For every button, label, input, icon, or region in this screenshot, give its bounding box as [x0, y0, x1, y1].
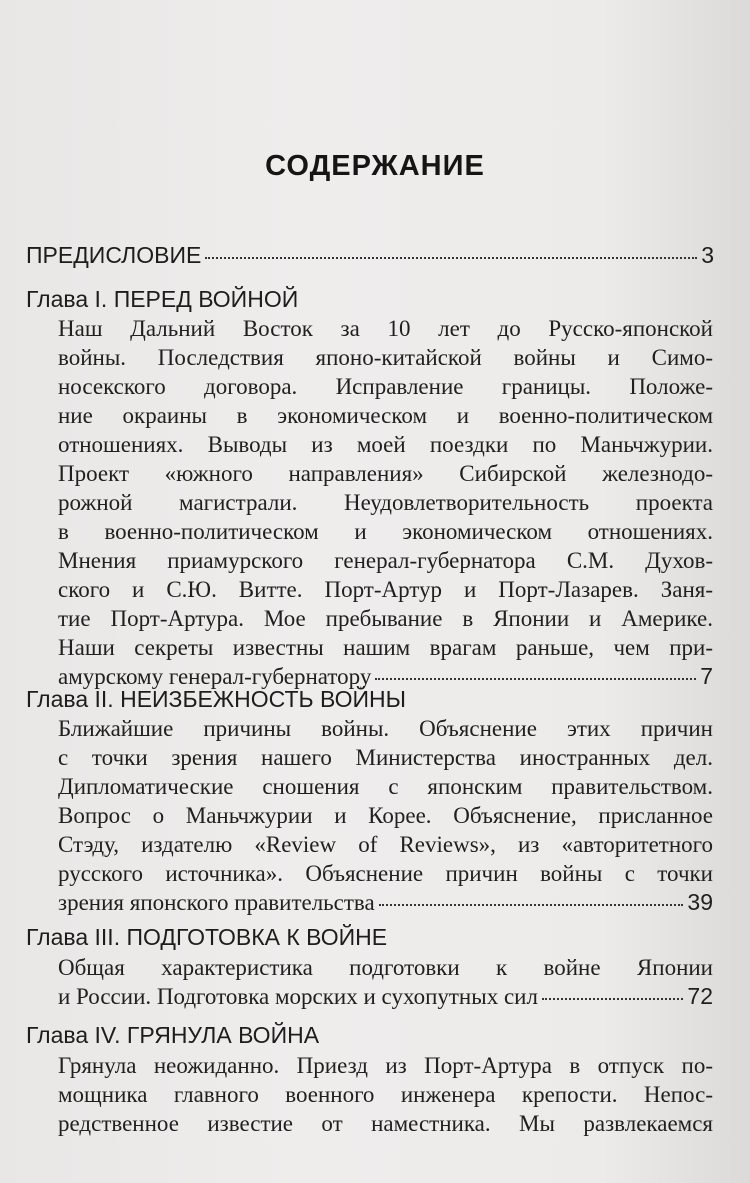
description-line: Ближайшие причины войны. Объяснение этих причин [58, 716, 713, 741]
description-line: в военно-политическом и экономическом отношениях. [58, 519, 713, 544]
chapter-description [58, 714, 713, 917]
description-line: Общая характеристика подготовки к войне Японии [58, 955, 713, 980]
chapter-title: Глава IV. ГРЯНУЛА ВОЙНА [26, 1022, 320, 1048]
description-line: и России. Подготовка морских и сухопутных сил [58, 984, 538, 1009]
description-line: Проект «южного направления» Сибирской железнодо- [58, 461, 713, 486]
description-line: тие Порт-Артура. Мое пребывание в Японии и Америке. [58, 606, 713, 631]
dot-leader [379, 904, 684, 906]
chapter-description [58, 1051, 713, 1138]
description-line: ние окраины в экономическом и военно-политическом [58, 403, 713, 428]
toc-entry-preface [26, 240, 714, 270]
description-line: Мнения приамурского генерал-губернатора С.М. Духов- [58, 548, 713, 573]
page-title: СОДЕРЖАНИЕ [265, 150, 485, 182]
description-line: амурскому генерал-губернатору [58, 664, 372, 689]
description-line: Стэду, издателю «Review of Reviews», из «авторитетного [58, 832, 713, 857]
page-number: 72 [687, 983, 713, 1009]
dot-leader [375, 678, 696, 680]
description-line: русского источника». Объяснение причин войны с точки [58, 861, 713, 886]
chapter-title: Глава II. НЕИЗБЕЖНОСТЬ ВОЙНЫ [26, 686, 406, 712]
description-line: редственное известие от наместника. Мы развлекаемся [58, 1111, 713, 1136]
description-line: мощника главного военного инженера крепости. Непос- [58, 1082, 713, 1107]
description-line: ского и С.Ю. Витте. Порт-Артур и Порт-Лазарев. Заня- [58, 577, 713, 602]
chapter-description [58, 314, 713, 691]
description-line: войны. Последствия японо-китайской войны и Симо- [58, 345, 713, 370]
chapter-title: Глава I. ПЕРЕД ВОЙНОЙ [26, 286, 299, 312]
description-line: носекского договора. Исправление границы. Положе- [58, 374, 713, 399]
chapter-title: Глава III. ПОДГОТОВКА К ВОЙНЕ [26, 924, 388, 950]
description-line: рожной магистрали. Неудовлетворительность проекта [58, 490, 713, 515]
description-last-line [58, 982, 713, 1011]
description-line: Дипломатические сношения с японским правительством. [58, 774, 713, 799]
description-line: с точки зрения нашего Министерства иностранных дел. [58, 745, 713, 770]
description-line: Наши секреты известны нашим врагам раньше, чем при- [58, 635, 713, 660]
description-line: Грянула неожиданно. Приезд из Порт-Артура в отпуск по- [58, 1053, 713, 1078]
description-line: Наш Дальний Восток за 10 лет до Русско-японской [58, 316, 713, 341]
page-number: 7 [700, 663, 713, 689]
dot-leader [542, 998, 683, 1000]
chapter-description [58, 953, 713, 1011]
page-number: 3 [701, 242, 714, 268]
page-number: 39 [687, 889, 713, 915]
description-line: зрения японского правительства [58, 890, 375, 915]
description-line: Вопрос о Маньчжурии и Корее. Объяснение, присланное [58, 803, 713, 828]
description-last-line [58, 888, 713, 917]
dot-leader [205, 257, 697, 259]
preface-label: ПРЕДИСЛОВИЕ [26, 242, 202, 268]
description-line: отношениях. Выводы из моей поездки по Маньчжурии. [58, 432, 713, 457]
